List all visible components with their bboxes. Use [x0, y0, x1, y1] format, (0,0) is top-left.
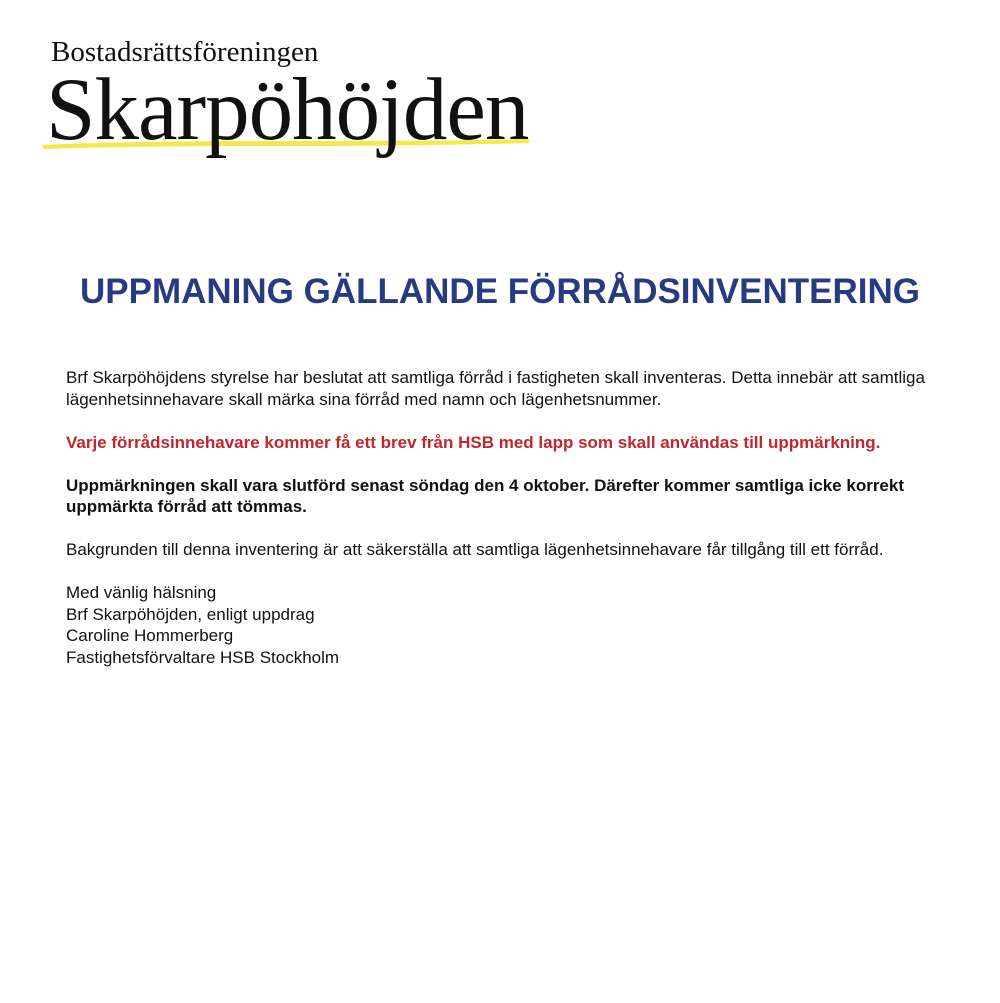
signature-block: [66, 582, 946, 668]
letter-body: [66, 367, 946, 668]
notice-paragraph: Varje förrådsinnehavare kommer få ett brev från HSB med lapp som skall användas till uppmärkning.: [66, 432, 881, 452]
signature-name: Caroline Hommerberg: [66, 626, 234, 645]
intro-paragraph: Brf Skarpöhöjdens styrelse har beslutat att samtliga förråd i fastigheten skall inventeras. Detta innebär att samtliga lägenhetsinnehavare skall märka sina förråd med namn och lägenhetsnummer.: [66, 368, 925, 409]
background-paragraph: Bakgrunden till denna inventering är att säkerställa att samtliga lägenhetsinnehavare får tillgång till ett förråd.: [66, 540, 884, 559]
page-title: UPPMANING GÄLLANDE FÖRRÅDSINVENTERING: [79, 272, 921, 311]
signature-role: Fastighetsförvaltare HSB Stockholm: [66, 647, 340, 667]
logo-name: Skarpöhöjden: [46, 61, 529, 159]
signature-greeting: Med vänlig hälsning: [66, 583, 217, 602]
association-logo: [40, 34, 535, 159]
logo-association-label: Bostadsrättsföreningen: [51, 36, 319, 68]
signature-organization: Brf Skarpöhöjden, enligt uppdrag: [66, 604, 315, 624]
deadline-paragraph: Uppmärkningen skall vara slutförd senast söndag den 4 oktober. Därefter kommer samtliga icke korrekt uppmärkta förråd att tömmas.: [66, 475, 905, 516]
